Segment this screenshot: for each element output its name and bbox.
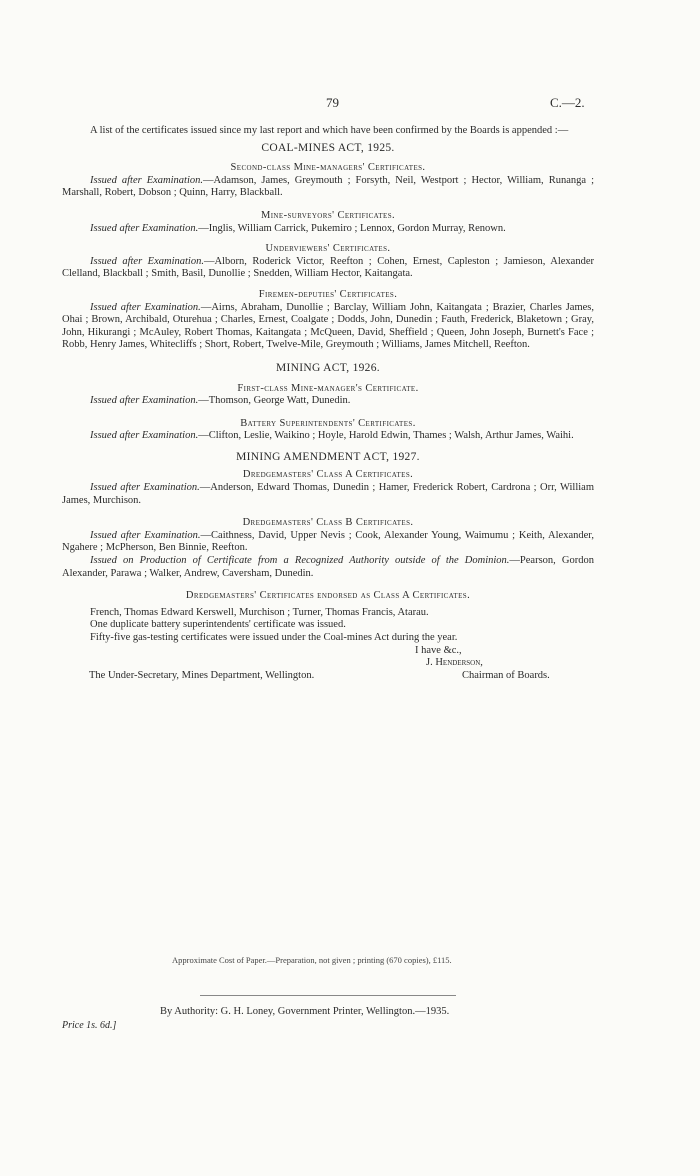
- name-list: —Adamson, James, Greymouth ; Forsyth, Neil, Westport ; Hector, William, Runanga ; Marshall, Robert, Dobson ; Quinn, Harry, Blackball.: [62, 174, 594, 199]
- name-list: —Alborn, Roderick Victor, Reefton ; Cohen, Ernest, Capleston ; Jamieson, Alexander Clelland, Blackball ; Smith, Basil, Dunollie ; Snedden, William Hector, Kaitangata.: [62, 255, 594, 280]
- price-note: Price 1s. 6d.]: [62, 1020, 117, 1031]
- dredge-class-b-heading: Dredgemasters' Class B Certificates.: [242, 517, 414, 529]
- name-list: —Pearson, Gordon Alexander, Parawa ; Walker, Andrew, Caversham, Dunedin.: [62, 555, 595, 579]
- report-body: [62, 125, 594, 685]
- firemen-deputies-list: [62, 302, 594, 352]
- first-class-list: [62, 395, 594, 408]
- underviewers-heading: Underviewers' Certificates.: [265, 243, 391, 255]
- signatory-role: Chairman of Boards.: [462, 669, 550, 681]
- firemen-deputies-heading: Firemen-deputies' Certificates.: [258, 288, 398, 300]
- issued-label: Issued after Examination.: [90, 222, 199, 234]
- endorsed-heading: Dredgemasters' Certificates endorsed as Class A Certificates.: [185, 590, 471, 602]
- page-number: 79: [326, 95, 339, 110]
- second-class-heading: Second-class Mine-managers' Certificates.: [230, 162, 426, 174]
- signature-block: [62, 645, 594, 685]
- underviewers-list: [62, 256, 594, 281]
- issued-label: Issued on Production of Certificate from a Recognized Authority outside of the Dominion.: [90, 555, 510, 567]
- mine-surveyors-heading: Mine-surveyors' Certificates.: [260, 209, 396, 221]
- printer-authority: By Authority: G. H. Loney, Government Printer, Wellington.—1935.: [160, 1006, 450, 1017]
- name-list: —Clifton, Leslie, Waikino ; Hoyle, Harold Edwin, Thames ; Walsh, Arthur James, Waihi.: [198, 430, 574, 442]
- dredge-class-a-list: [62, 482, 594, 507]
- issued-label: Issued after Examination.: [90, 529, 201, 541]
- name-list: —Inglis, William Carrick, Pukemiro ; Lennox, Gordon Murray, Renown.: [198, 222, 506, 234]
- name-list: —Anderson, Edward Thomas, Dunedin ; Hamer, Frederick Robert, Cardrona ; Orr, William James, Murchison.: [62, 482, 594, 506]
- second-class-list: [62, 175, 594, 200]
- first-class-heading: First-class Mine-manager's Certificate.: [237, 382, 419, 394]
- battery-list: [62, 430, 594, 443]
- document-code: C.—2.: [550, 95, 585, 110]
- issued-label: Issued after Examination.: [90, 301, 201, 313]
- dredge-class-b-list: [62, 530, 594, 555]
- issued-label: Issued after Examination.: [90, 482, 200, 494]
- duplicate-line: One duplicate battery superintendents' certificate was issued.: [90, 619, 346, 631]
- intro-paragraph: A list of the certificates issued since my last report and which have been confirmed by the Boards is appended :—: [90, 125, 569, 136]
- dredge-class-a-heading: Dredgemasters' Class A Certificates.: [242, 469, 414, 481]
- signatory-name: J. Henderson,: [426, 656, 483, 668]
- issued-label: Issued after Examination.: [90, 395, 199, 407]
- mining-act-heading: MINING ACT, 1926.: [276, 361, 380, 374]
- battery-heading: Battery Superintendents' Certificates.: [240, 417, 416, 429]
- issued-label: Issued after Examination.: [90, 255, 204, 267]
- name-list: —Caithness, David, Upper Nevis ; Cook, Alexander Young, Waimumu ; Keith, Alexander, Ngahere ; McPherson, Ben Binnie, Reefton.: [62, 529, 594, 554]
- endorsed-line: French, Thomas Edward Kerswell, Murchison ; Turner, Thomas Francis, Atarau.: [90, 606, 429, 618]
- dredge-class-b-recognized-list: [62, 555, 594, 580]
- name-list: —Thomson, George Watt, Dunedin.: [198, 395, 351, 407]
- mining-amendment-act-heading: MINING AMENDMENT ACT, 1927.: [236, 450, 420, 463]
- name-list: —Airns, Abraham, Dunollie ; Barclay, William John, Kaitangata ; Brazier, Charles James, Ohai ; Brown, Archibald, Oturehua ; Charles, Ernest, Coalgate ; Dodds, John, Dunedin ; Fauth, Frederick, Blaketown ; Gray, John, Hikurangi ; McAuley, Robert Thomas, Kaitangata ; McQueen, David, Sheffield ; Queen, John Joseph, Burnett's Face ; Robb, Henry James, Whitecliffs ; Short, Robert, Twelve-Mile, Greymouth ; Williams, James Mitchell, Reefton.: [62, 301, 594, 351]
- addressee: The Under-Secretary, Mines Department, Wellington.: [89, 669, 315, 681]
- coal-mines-act-heading: COAL-MINES ACT, 1925.: [261, 141, 395, 154]
- mine-surveyors-list: [62, 223, 594, 236]
- cost-note: Approximate Cost of Paper.—Preparation, not given ; printing (670 copies), £115.: [172, 955, 452, 965]
- footer-divider: [200, 995, 456, 996]
- closing-text: I have &c.,: [415, 644, 462, 656]
- gas-testing-line: Fifty-five gas-testing certificates were issued under the Coal-mines Act during the year.: [90, 632, 458, 643]
- issued-label: Issued after Examination.: [90, 430, 199, 442]
- issued-label: Issued after Examination.: [90, 174, 204, 186]
